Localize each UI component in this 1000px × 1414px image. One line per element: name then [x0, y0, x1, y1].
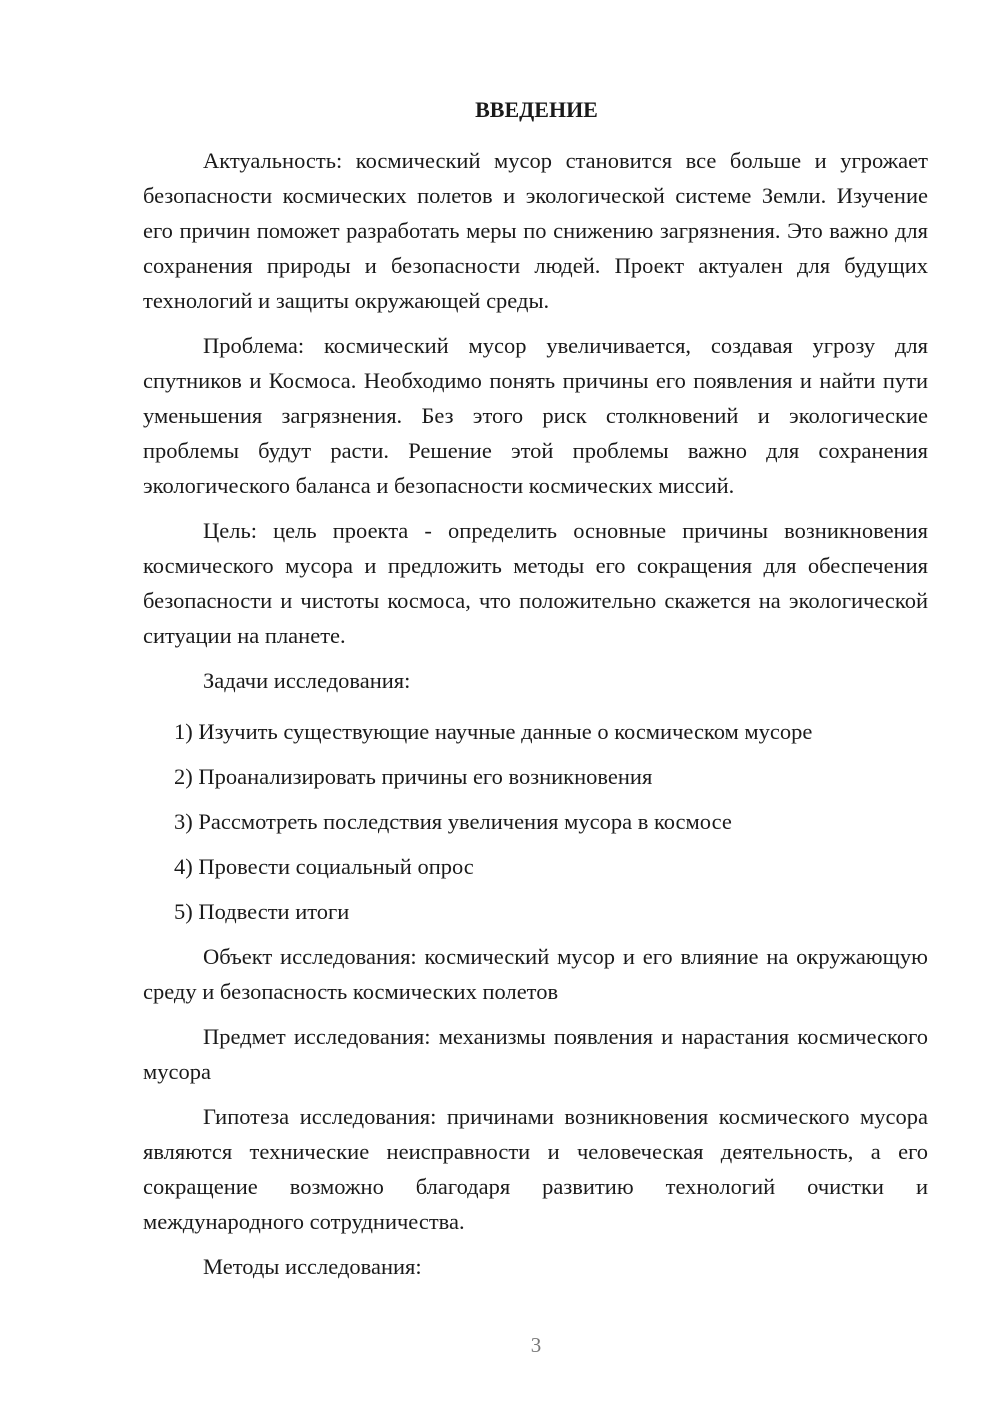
list-item: 3) Рассмотреть последствия увеличения мусора в космосе: [174, 809, 732, 834]
paragraph-object: Объект исследования: космический мусор и его влияние на окружающую среду и безопасность космических полетов: [143, 944, 928, 1004]
paragraph-methods: Методы исследования:: [203, 1254, 422, 1279]
paragraph-goal: Цель: цель проекта - определить основные причины возникновения космического мусора и предложить методы его сокращения для обеспечения безопасности и чистоты космоса, что положительно скажется на экологической ситуации на планете.: [143, 518, 928, 648]
paragraph-relevance: Актуальность: космический мусор становится все больше и угрожает безопасности космических полетов и экологической системе Земли. Изучение его причин поможет разработать меры по снижению загрязнения. Это важно для сохранения природы и безопасности людей. Проект актуален для будущих технологий и защиты окружающей среды.: [143, 148, 928, 313]
list-item: 4) Провести социальный опрос: [174, 854, 474, 879]
paragraph-subject: Предмет исследования: механизмы появления и нарастания космического мусора: [143, 1024, 928, 1084]
tasks-heading: Задачи исследования:: [203, 668, 411, 693]
document-title: ВВЕДЕНИЕ: [475, 97, 598, 122]
list-item: 5) Подвести итоги: [174, 899, 350, 924]
list-item: 1) Изучить существующие научные данные о космическом мусоре: [174, 719, 813, 744]
list-item: 2) Проанализировать причины его возникновения: [174, 764, 653, 789]
document-page: [143, 95, 928, 1294]
paragraph-hypothesis: Гипотеза исследования: причинами возникновения космического мусора являются технические неисправности и человеческая деятельность, а его сокращение возможно благодаря развитию технологий очистки и международного сотрудничества.: [143, 1104, 928, 1234]
tasks-list: [143, 714, 928, 929]
paragraph-problem: Проблема: космический мусор увеличивается, создавая угрозу для спутников и Космоса. Необходимо понять причины его появления и найти пути уменьшения загрязнения. Без этого риск столкновений и экологические проблемы будут расти. Решение этой проблемы важно для сохранения экологического баланса и безопасности космических миссий.: [143, 333, 928, 498]
page-number: 3: [530, 1333, 542, 1357]
